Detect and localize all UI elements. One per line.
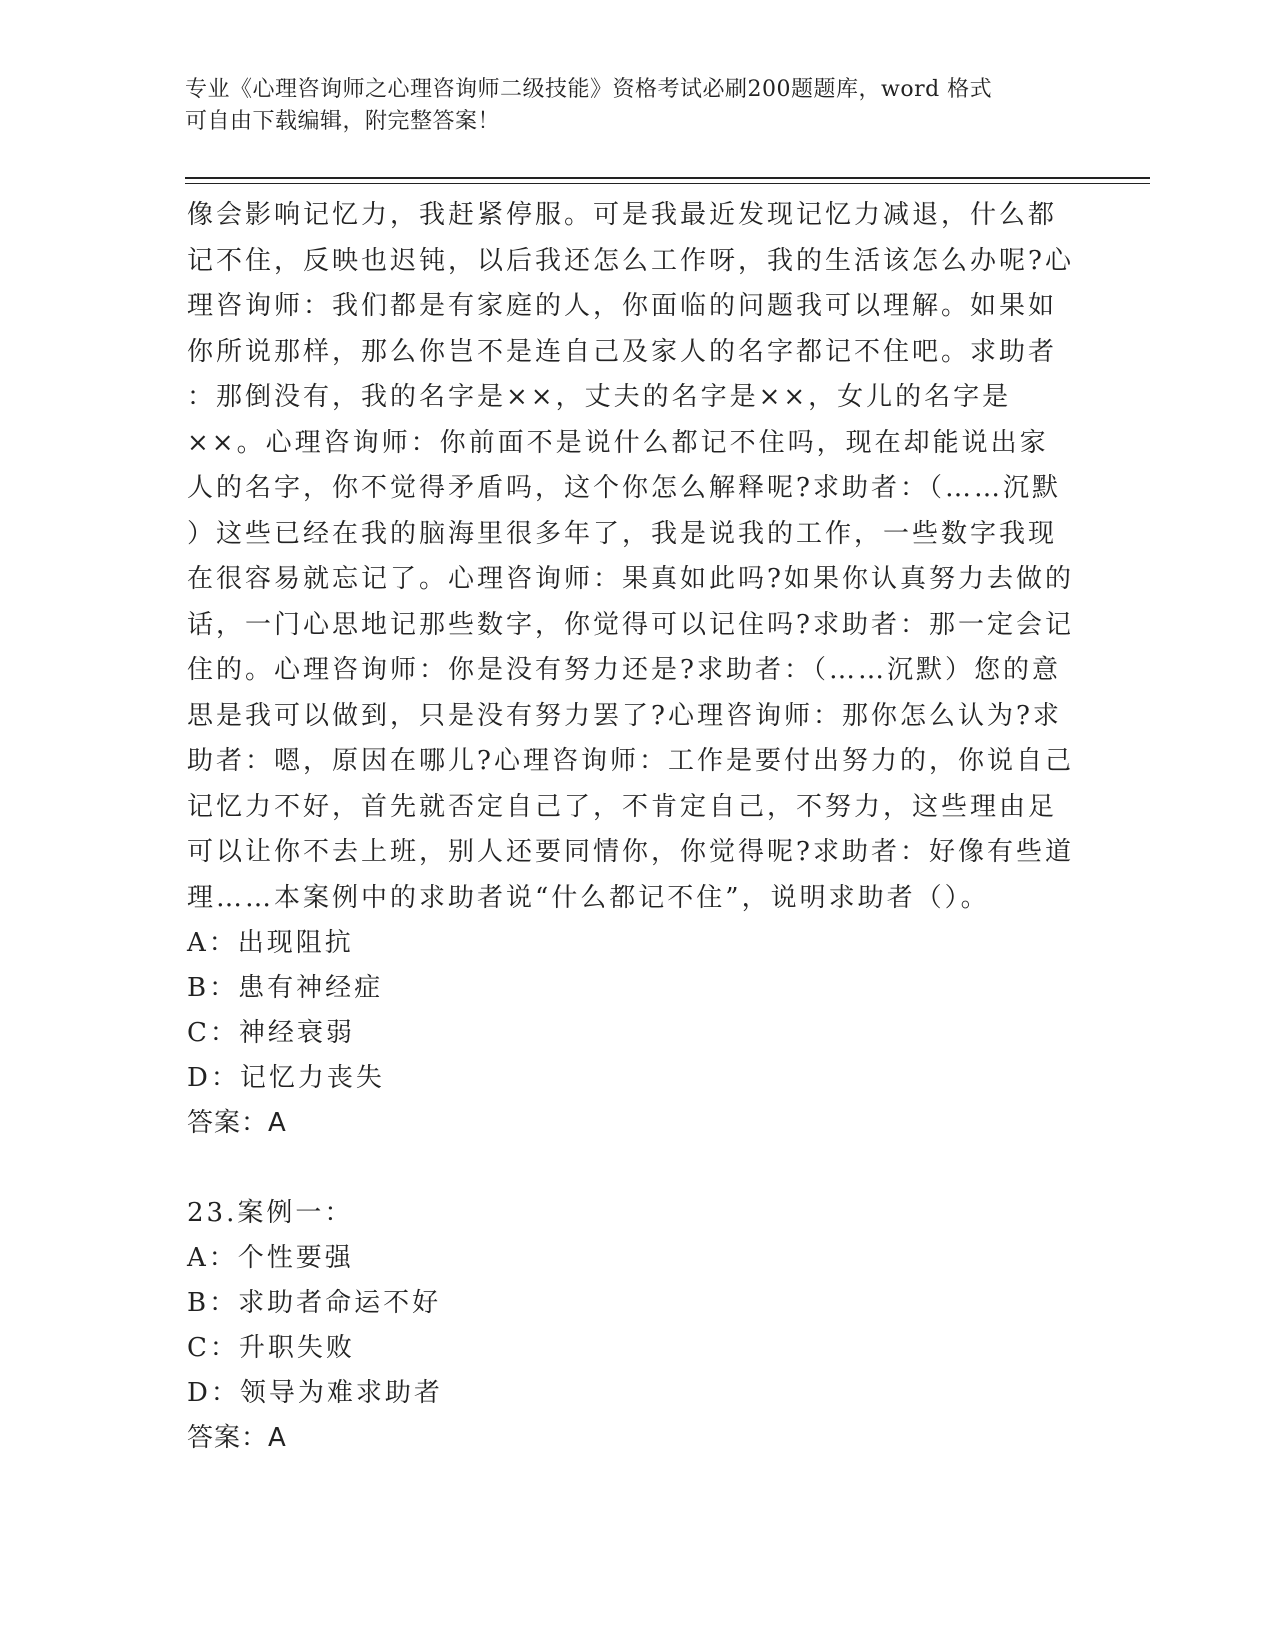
question-stem-line: 助者：嗯，原因在哪儿?心理咨询师：工作是要付出努力的，你说自己: [187, 746, 1074, 776]
option-d: D：领导为难求助者: [187, 1378, 443, 1408]
question-stem-line: ）这些已经在我的脑海里很多年了，我是说我的工作，一些数字我现: [187, 518, 1058, 549]
question-22-options: [187, 921, 1087, 1101]
question-22-answer: 答案：A: [187, 1108, 287, 1138]
question-stem-line: 理……本案例中的求助者说“什么都记不住”，说明求助者（）。: [187, 882, 990, 913]
question-22: [187, 193, 1087, 1146]
question-stem-line: 可以让你不去上班，别人还要同情你，你觉得呢?求助者：好像有些道: [187, 837, 1074, 867]
question-stem-line: ：那倒没有，我的名字是××，丈夫的名字是××，女儿的名字是: [187, 382, 1012, 412]
option-d: D：记忆力丧失: [187, 1063, 385, 1093]
question-stem-line: 思是我可以做到，只是没有努力罢了?心理咨询师：那你怎么认为?求: [187, 700, 1062, 731]
option-a: A：个性要强: [187, 1243, 354, 1273]
page-header: [185, 74, 1085, 138]
question-stem-line: 话，一门心思地记那些数字，你觉得可以记住吗?求助者：那一定会记: [187, 609, 1074, 640]
question-stem-line: ××。心理咨询师：你前面不是说什么都记不住吗，现在却能说出家: [187, 427, 1049, 458]
question-stem-line: 记忆力不好，首先就否定自己了，不肯定自己，不努力，这些理由足: [187, 791, 1058, 822]
option-b: B：患有神经症: [187, 973, 384, 1003]
header-divider-thin: [185, 183, 1150, 184]
question-spacer: [187, 1146, 1087, 1191]
question-23-options: [187, 1236, 1087, 1416]
option-a: A：出现阻抗: [187, 928, 354, 958]
option-c: C：升职失败: [187, 1333, 355, 1363]
question-stem-line: 理咨询师：我们都是有家庭的人，你面临的问题我可以理解。如果如: [187, 291, 1058, 321]
question-23: [187, 1191, 1087, 1461]
header-title-line-2: 可自由下载编辑，附完整答案！: [185, 109, 501, 134]
question-stem-line: 在很容易就忘记了。心理咨询师：果真如此吗?如果你认真努力去做的: [187, 564, 1074, 594]
document-body: [187, 193, 1087, 1461]
question-stem-line: 像会影响记忆力，我赶紧停服。可是我最近发现记忆力减退，什么都: [187, 200, 1058, 230]
question-23-answer: 答案：A: [187, 1423, 287, 1453]
question-stem-line: 人的名字，你不觉得矛盾吗，这个你怎么解释呢?求助者：（……沉默: [187, 473, 1061, 503]
question-22-stem: [187, 193, 1087, 921]
header-divider-thick: [185, 177, 1150, 179]
question-stem-line: 你所说那样，那么你岂不是连自己及家人的名字都记不住吧。求助者: [187, 336, 1058, 367]
question-stem-line: 住的。心理咨询师：你是没有努力还是?求助者：（……沉默）您的意: [187, 655, 1061, 685]
option-c: C：神经衰弱: [187, 1018, 355, 1048]
question-stem-line: 记不住，反映也迟钝，以后我还怎么工作呀，我的生活该怎么办呢?心: [187, 245, 1074, 276]
header-title-line-1: 专业《心理咨询师之心理咨询师二级技能》资格考试必刷200题题库，word 格式: [185, 77, 993, 102]
option-b: B：求助者命运不好: [187, 1288, 442, 1318]
question-23-title: 23.案例一：: [187, 1198, 354, 1228]
